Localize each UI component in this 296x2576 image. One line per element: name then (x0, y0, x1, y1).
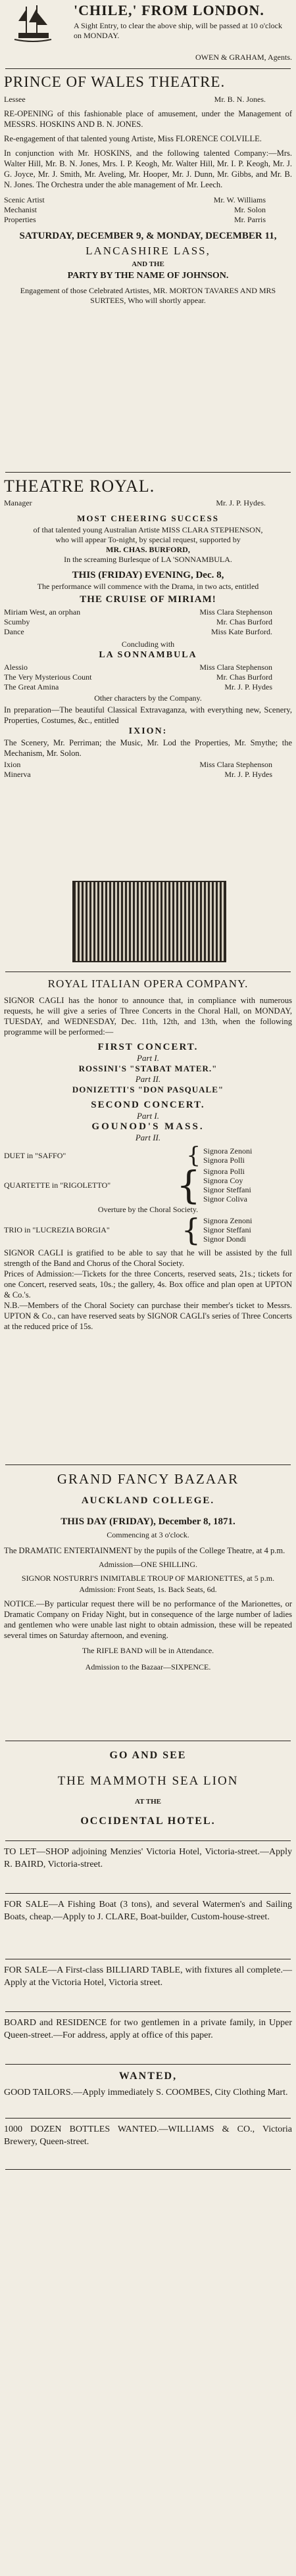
divider (5, 1464, 291, 1465)
bazaar-admission: Admission—ONE SHILLING. (99, 1560, 197, 1569)
cast-row: The Great Amina Mr. J. P. Hydes (4, 682, 272, 691)
opera-announce: SIGNOR CAGLI has the honor to announce that, in compliance with numerous requests, he will give a series of Three Concerts in the Choral Hall, on MONDAY, TUESDAY, and WEDNESDAY, Dec. 11th, 12th, and 13th, when the following programme will be performed:— (4, 996, 292, 1037)
wales-artistes: Engagement of those Celebrated Artistes, MR. MORTON TAVARES AND MRS SURTEES, Who will shortly appear. (20, 286, 276, 305)
cast-row: The Very Mysterious Count Mr. Chas Burford (4, 672, 272, 682)
bazaar-rifle: The RIFLE BAND will be in Attendance. (82, 1646, 214, 1655)
wales-lessee: Mr. B. N. Jones. (214, 95, 266, 104)
royal-title: THEATRE ROYAL. (4, 477, 155, 496)
bazaar-college: AUCKLAND COLLEGE. (81, 1495, 215, 1506)
royal-cast-3 (4, 760, 292, 780)
divider (5, 2011, 291, 2012)
cast-row: Ixion Miss Clara Stephenson (4, 760, 272, 769)
opera-prices: Prices of Admission:—Tickets for the three Concerts, reserved seats, 21s.; tickets for one Concert, reserved seats, 10s.; the gallery, 4s. Box office and plan open at UPTON & Co.'s. (4, 1269, 292, 1300)
royal-scenery: The Scenery, Mr. Perriman; the Music, Mr. Lod the Properties, Mr. Smythe; the Mechanism, Mr. Solon. (4, 738, 292, 758)
wanted-ad (4, 2069, 292, 2099)
cast-row: Miriam West, an orphan Miss Clara Stephenson (4, 607, 272, 617)
chile-title: 'CHILE,' FROM LONDON. (74, 2, 264, 18)
opera-ad (4, 977, 292, 1332)
royal-commence: The performance will commence with the Drama, in two acts, entitled (37, 582, 259, 591)
bazaar-ad (4, 1470, 292, 1672)
divider (5, 2169, 291, 2170)
wales-dates: SATURDAY, DECEMBER 9, & MONDAY, DECEMBER 11, (19, 231, 277, 241)
opera-gratified: SIGNOR CAGLI is gratified to be able to say that he will be assisted by the full strength of the Band and Chorus of the Choral Society. (4, 1248, 292, 1268)
wales-lessee-label: Lessee (4, 95, 26, 104)
royal-other: Other characters by the Company. (94, 693, 202, 703)
royal-ixion: IXION: (128, 726, 168, 736)
sealion-mammoth: THE MAMMOTH SEA LION (57, 1774, 239, 1788)
wanted-text: GOOD TAILORS.—Apply immediately S. COOMBES, City Clothing Mart. (4, 2088, 288, 2097)
bazaar-commencing: Commencing at 3 o'clock. (107, 1530, 189, 1539)
sea-lion-ad (4, 1748, 292, 1829)
quartet-rigoletto: QUARTETTE in "RIGOLETTO" { Signora Polli Signora Coy Signor Steffani Signor Coliva (4, 1163, 251, 1207)
wales-play: LANCASHIRE LASS, (86, 245, 210, 257)
opera-part-label: Part II. (135, 1074, 161, 1084)
staff-row: Properties Mr. Parris (4, 215, 266, 224)
opera-part-label: Part I. (137, 1053, 159, 1063)
opera-overture: Overture by the Choral Society. (97, 1205, 199, 1214)
wales-lessee-row (4, 95, 292, 105)
opera-gounod: GOUNOD'S MASS. (91, 1121, 205, 1132)
bazaar-seats: Admission: Front Seats, 1s. Back Seats, 6d. (79, 1585, 217, 1594)
staff-row: Mechanist Mr. Solon (4, 205, 266, 214)
royal-manager: Mr. J. P. Hydes. (216, 498, 266, 507)
bazaar-title: GRAND FANCY BAZAAR (57, 1471, 239, 1487)
theatre-royal-ad (4, 476, 292, 780)
bazaar-entertainment: The DRAMATIC ENTERTAINMENT by the pupils of the College Theatre, at 4 p.m. (4, 1546, 285, 1555)
royal-cast-2 (4, 663, 292, 692)
wales-and-the: AND THE (132, 260, 164, 268)
opera-second-concert: SECOND CONCERT. (91, 1100, 205, 1110)
bazaar-nosturri: SIGNOR NOSTURRI'S INIMITABLE TROUP OF MARIONETTES, at 5 p.m. (21, 1574, 275, 1583)
sealion-hotel: OCCIDENTAL HOTEL. (80, 1815, 216, 1827)
opera-rossini: ROSSINI'S "STABAT MATER." (78, 1064, 218, 1073)
chile-text: A Sight Entry, to clear the above ship, will be passed at 10 o'clock on MONDAY. (74, 21, 282, 40)
bazaar-sixpence: Admission to the Bazaar—SIXPENCE. (85, 1662, 211, 1672)
trio-lucrezia: TRIO in "LUCREZIA BORGIA" { Signora Zenoni Signor Steffani Signor Dondi (4, 1212, 253, 1248)
duet-saffo: DUET in "SAFFO" { Signora Zenoni Signora Polli (4, 1142, 253, 1169)
classified-to-let: TO LET—SHOP adjoining Menzies' Victoria Hotel, Victoria-street.—Apply R. BAIRD, Victoria-street. (4, 1847, 292, 1869)
ship-icon (13, 3, 53, 43)
cast-row: Dance Miss Kate Burford. (4, 627, 272, 636)
royal-drama: THE CRUISE OF MIRIAM! (80, 594, 216, 605)
classified-billiard-table: FOR SALE—A First-class BILLIARD TABLE, with fixtures all complete.—Apply at the Victoria Hotel, Victoria street. (4, 1965, 292, 1988)
divider (5, 1893, 291, 1894)
wales-staff-list (4, 195, 292, 225)
wales-party: PARTY BY THE NAME OF JOHNSON. (67, 271, 229, 281)
opera-part-label: Part II. (135, 1133, 161, 1142)
staff-row: Scenic Artist Mr. W. Williams (4, 195, 266, 204)
royal-success: MOST CHEERING SUCCESS (77, 513, 219, 523)
classified-board-residence: BOARD and RESIDENCE for two gentlemen in a private family, in Upper Queen-street.—For address, apply at office of this paper. (4, 2018, 292, 2040)
opera-first-concert: FIRST CONCERT. (97, 1042, 199, 1052)
prince-of-wales-ad (4, 72, 292, 306)
royal-support: who will appear To-night, by special request, supported by (55, 535, 241, 544)
opera-part-label: Part I. (137, 1111, 159, 1121)
royal-burlesque: In the screaming Burlesque of LA 'SONNAMBULA. (64, 555, 232, 564)
divider (5, 472, 291, 473)
divider (5, 2118, 291, 2119)
royal-manager-label: Manager (4, 498, 32, 507)
bazaar-notice: NOTICE.—By particular request there will be no performance of the Marionettes, or Dramatic Company on Friday Night, but in consequence of the large number of ladies and gentlemen who were unable last night to obtain admission, these will be repeated several times on Saturday afternoon, and evening. (4, 1599, 292, 1640)
theatre-illustration (72, 881, 226, 962)
cast-row: Alessio Miss Clara Stephenson (4, 663, 272, 672)
wales-reopening: RE-OPENING of this fashionable place of amusement, under the Management of MESSRS. HOSKINS AND B. N. JONES. (4, 109, 292, 129)
chile-agents: OWEN & GRAHAM, Agents. (195, 53, 292, 62)
opera-donizetti: DONIZETTI'S "DON PASQUALE" (72, 1085, 224, 1094)
divider (5, 68, 291, 69)
divider (5, 1840, 291, 1841)
wales-conjunction: In conjunction with Mr. HOSKINS, and the following talented Company:—Mrs. Walter Hill, Mr. B. N. Jones, Mrs. I. P. Keogh, Mr. Walter Hill, Mr. I. P. Keogh, Mr. J. G. Joyce, Mr. J. Smith, Mr. Aveling, Mr. Hooper, Mr. J. Dunn, Mr. Gibbs, and Mr. B. N. Jones. The Orchestra under the able management of Mr. Leech. (4, 149, 292, 189)
wales-title: PRINCE OF WALES THEATRE. (4, 74, 226, 90)
bottles-ad: 1000 DOZEN BOTTLES WANTED.—WILLIAMS & CO., Victoria Brewery, Queen-street. (4, 2124, 292, 2147)
royal-burlesque-title: LA SONNAMBULA (99, 650, 197, 660)
sealion-at-the: AT THE (134, 1798, 162, 1806)
wales-engagement: Re-engagement of that talented young Artiste, Miss FLORENCE COLVILLE. (4, 134, 262, 143)
royal-artiste: of that talented young Australian Artiste MISS CLARA STEPHENSON, (33, 525, 263, 534)
opera-members: N.B.—Members of the Choral Society can purchase their member's ticket to Messrs. UPTON & Co., can have reserved seats by SIGNOR CAGLI's series of Three Concerts at the reduced price of 15s. (4, 1301, 292, 1331)
royal-cast-1 (4, 607, 292, 637)
cast-row: Scumby Mr. Chas Burford (4, 617, 272, 626)
royal-burford: MR. CHAS. BURFORD, (106, 545, 190, 554)
opera-title: ROYAL ITALIAN OPERA COMPANY. (47, 977, 249, 990)
bazaar-date: THIS DAY (FRIDAY), December 8, 1871. (61, 1516, 235, 1527)
chile-ad (74, 3, 292, 41)
divider (5, 2064, 291, 2065)
classified-fishing-boat: FOR SALE—A Fishing Boat (3 tons), and several Watermen's and Sailing Boats, cheap.—Apply to J. CLARE, Boat-builder, Custom-house-street. (4, 1900, 292, 1922)
cast-row: Minerva Mr. J. P. Hydes (4, 770, 272, 779)
royal-preparation: In preparation—The beautiful Classical Extravaganza, with everything new, Scenery, Properties, Costumes, &c., entitled (4, 705, 292, 725)
royal-evening: THIS (FRIDAY) EVENING, Dec. 8, (72, 570, 224, 580)
wanted-title: WANTED, (118, 2071, 178, 2082)
royal-conclude: Concluding with (121, 640, 175, 649)
royal-manager-row (4, 498, 292, 508)
sealion-go: GO AND SEE (109, 1750, 187, 1761)
